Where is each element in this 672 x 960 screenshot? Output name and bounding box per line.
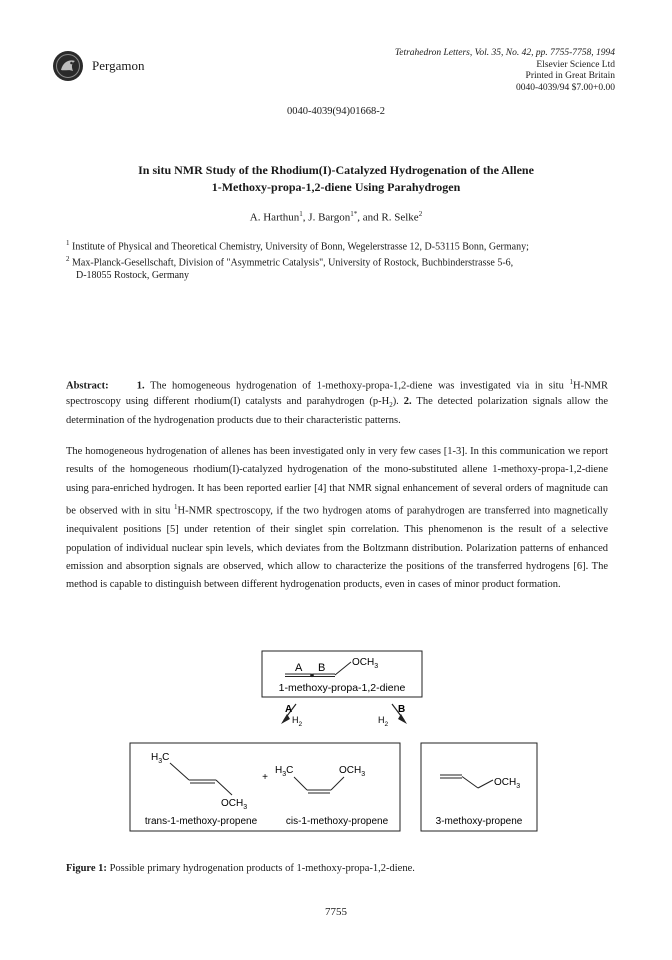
author-sep-1: ,	[302, 211, 309, 224]
author-1-affil: 1	[299, 210, 303, 218]
page-number: 7755	[325, 906, 347, 918]
caption-text: Possible primary hydrogenation products of 1-methoxy-propa-1,2-diene.	[106, 863, 415, 874]
affiliation-2-cont: D-18055 Rostock, Germany	[76, 269, 190, 281]
och3-label-top: $OCH_3$	[352, 657, 379, 670]
path-a-label: A	[285, 704, 293, 715]
abstract-text-4: The detected polarization signals allow the determination of the hydrogenation products due to their characteristic patterns.	[66, 395, 608, 426]
journal-info	[395, 48, 615, 94]
author-2: J. Bargon	[308, 211, 351, 224]
affiliation-1-text: Institute of Physical and Theoretical Chemistry, University of Bonn, Wegelerstrasse 12, D-53115 Bonn, Germany;	[72, 241, 529, 253]
affiliation-2-num: 2	[66, 255, 70, 264]
journal-publisher: Elsevier Science Ltd	[536, 59, 615, 70]
reaction-scheme-figure	[0, 630, 672, 855]
bond-label-a: A	[295, 662, 303, 674]
affiliation-2	[66, 253, 626, 269]
body-text-2: H-NMR spectroscopy, if the two hydrogen atoms of parahydrogen are transferred into magnetically inequivalent positions [5] under retention of their singlet spin correlation. This phenomenon is the result of a selective population of individual nuclear spin levels, which deviates from the Boltzmann distribution. Polarization patterns of enhanced emission and absorption signals are observed, which allow to characterize the positions of the transferred hydrogens [6]. The method is capable to distinguish between different hydrogenation products, even in cases of minor product formation.	[66, 505, 608, 591]
product-cis-name: cis-1-methoxy-propene	[285, 816, 389, 827]
trans-och3-label: $OCH_3$	[221, 798, 248, 811]
abstract-text-1: The homogeneous hydrogenation of 1-methoxy-propa-1,2-diene was investigated via in situ	[150, 380, 564, 392]
affiliations	[66, 237, 626, 282]
journal-citation: Tetrahedron Letters, Vol. 35, No. 42, pp. 7755-7758, 1994	[394, 48, 615, 58]
journal-price: 0040-4039/94 $7.00+0.00	[515, 82, 615, 93]
cis-structure	[294, 777, 344, 793]
pergamon-logo-icon	[52, 50, 84, 82]
product-trans-name: trans-1-methoxy-propene	[144, 816, 258, 827]
abstract-sub: 2	[389, 400, 393, 409]
product-allyl-name: 3-methoxy-propene	[435, 816, 523, 827]
publisher-name: Pergamon	[92, 58, 145, 73]
affiliation-1-num: 1	[66, 239, 70, 247]
allyl-structure	[440, 775, 493, 788]
cis-och3-label: $OCH_3$	[339, 765, 366, 778]
affiliation-2-text: Max-Planck-Gesellschaft, Division of "Asymmetric Catalysis", University of Rostock, Buchbinderstrasse 5-6,	[72, 257, 514, 269]
paper-title	[80, 162, 592, 196]
trans-h3c-label: $H_3C$	[151, 752, 170, 765]
allyl-och3-label: $OCH_3$	[494, 777, 521, 790]
abstract-point-2: 2.	[403, 395, 412, 407]
bond-label-b: B	[318, 662, 326, 674]
abstract-sup: 1	[569, 378, 573, 386]
trans-structure	[170, 763, 232, 795]
path-b-label: B	[398, 704, 406, 715]
body-paragraph	[66, 443, 608, 595]
author-3-affil: 2	[418, 210, 423, 218]
doi-line: 0040-4039(94)01668-2	[287, 106, 385, 117]
author-1: A. Harthun	[249, 211, 300, 224]
body-text-1: The homogeneous hydrogenation of allenes has been investigated only in very few cases [1-3]. In this communication we report results of the homogeneous rhodium(I)-catalyzed hydrogenation of the mono-substituted allene 1-methoxy-propa-1,2-diene using para-enriched hydrogen. It has been reported earlier [4] that NMR signal enhancement of several orders of magnitude can be observed with in situ	[66, 446, 608, 517]
figure-caption	[66, 863, 415, 874]
affiliation-1	[66, 237, 626, 253]
body-sup: 1	[174, 503, 178, 512]
author-sep-2: , and	[357, 211, 382, 224]
abstract-label: Abstract:	[66, 380, 109, 392]
title-line-1: In situ NMR Study of the Rhodium(I)-Catalyzed Hydrogenation of the Allene	[138, 163, 534, 177]
abstract-text-3: ).	[392, 395, 404, 407]
path-a-h2: $H_2$	[292, 715, 303, 728]
path-b-h2: $H_2$	[378, 715, 389, 728]
author-3: R. Selke	[381, 211, 419, 224]
plus-sign: +	[262, 772, 268, 783]
author-list	[0, 210, 672, 224]
title-line-2: 1-Methoxy-propa-1,2-diene Using Parahydrogen	[211, 180, 461, 194]
abstract-text-2: H-NMR spectroscopy using different rhodium(I) catalysts and parahydrogen (p-H	[66, 380, 609, 407]
caption-label: Figure 1:	[66, 863, 107, 874]
abstract	[66, 375, 608, 428]
abstract-point-1: 1.	[136, 380, 145, 392]
author-2-affil: 1*	[350, 210, 358, 218]
journal-print: Printed in Great Britain	[525, 71, 615, 81]
cis-h3c-label: $H_3C$	[275, 765, 294, 778]
reactant-name: 1-methoxy-propa-1,2-diene	[278, 682, 406, 694]
